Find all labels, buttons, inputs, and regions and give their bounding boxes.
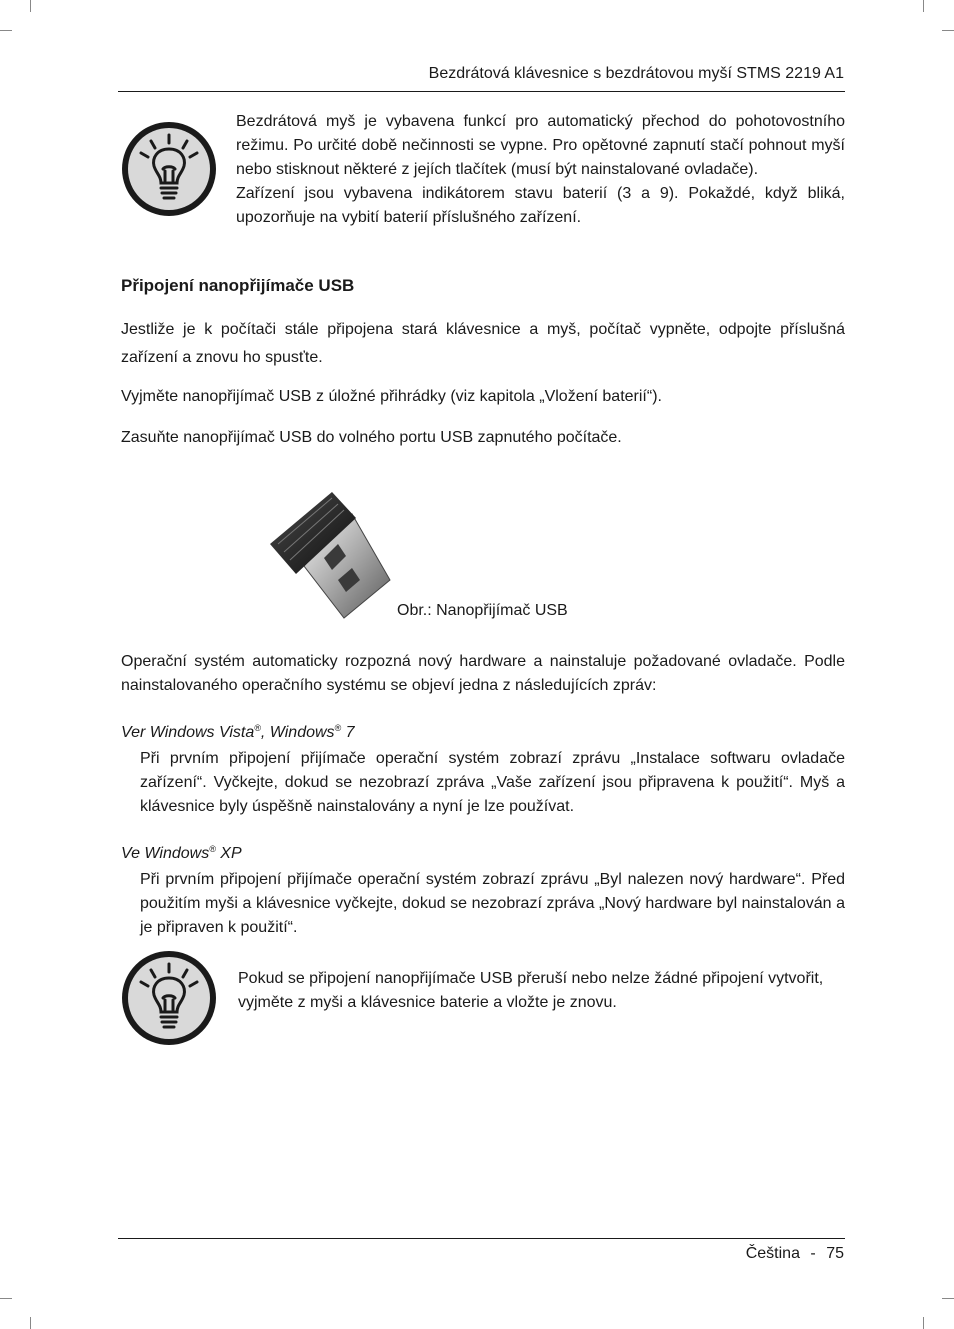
paragraph: Zasuňte nanopřijímač USB do volného portu USB zapnutého počítače. <box>121 429 622 446</box>
tip-text-block <box>236 110 845 230</box>
page-number: 75 <box>826 1245 844 1262</box>
paragraph: Vyjměte nanopřijímač USB z úložné přihrádky (viz kapitola „Vložení baterií“). <box>121 388 662 405</box>
crop-mark <box>30 1317 31 1329</box>
crop-mark <box>942 1298 954 1299</box>
footer-language: Čeština <box>745 1245 800 1262</box>
vista-heading <box>121 721 355 745</box>
tip-paragraph: Pokud se připojení nanopřijímače USB přeruší nebo nelze žádné připojení vytvořit, vyjměte z myši a klávesnice baterie a vložte je znovu. <box>238 970 824 1011</box>
lightbulb-icon <box>121 121 217 217</box>
crop-mark <box>923 1317 924 1329</box>
vista-heading-part: 7 <box>341 724 355 741</box>
vista-heading-part: Ver Windows Vista <box>121 724 255 741</box>
header-rule <box>118 91 845 92</box>
vista-text: Při prvním připojení přijímače operační systém zobrazí zprávu „Instalace softwaru ovladače zařízení“. Vyčkejte, dokud se nezobrazí zpráva „Vaše zařízení jsou připravena k použití“. Myš a klávesnice byly úspěšně nainstalovány a nyní je lze používat. <box>140 750 845 815</box>
footer-separator: - <box>810 1245 816 1262</box>
section-heading: Připojení nanopřijímače USB <box>121 276 355 295</box>
paragraph: Operační systém automaticky rozpozná nový hardware a nainstaluje požadované ovladače. Podle nainstalovaného operačního systému se objeví jedna z následujících zpráv: <box>121 653 845 694</box>
crop-mark <box>30 0 31 12</box>
footer-rule <box>118 1238 845 1239</box>
vista-heading-part: , Windows <box>260 724 335 741</box>
xp-heading-part: XP <box>215 845 242 862</box>
footer-page-label <box>746 1242 844 1266</box>
tip-paragraph: Zařízení jsou vybavena indikátorem stavu baterií (3 a 9). Pokaždé, když bliká, upozorňuje na vybití baterií příslušného zařízení. <box>236 185 845 226</box>
header-title: Bezdrátová klávesnice s bezdrátovou myší STMS 2219 A1 <box>428 65 844 82</box>
paragraph: Jestliže je k počítači stále připojena stará klávesnice a myš, počítač vypněte, odpojte příslušná zařízení a znovu ho spusťte. <box>121 321 845 366</box>
registered-mark: ® <box>254 723 261 733</box>
xp-text: Při prvním připojení přijímače operační systém zobrazí zprávu „Byl nalezen nový hardware“. Před použitím myši a klávesnice vyčkejte, dokud se nezobrazí zpráva „Nový hardware byl nainstalován a je připraven k použití“. <box>140 871 845 936</box>
xp-heading <box>121 842 242 866</box>
tip-paragraph: Bezdrátová myš je vybavena funkcí pro automatický přechod do pohotovostního režimu. Po určité době nečinnosti se vypne. Pro opětovné zapnutí stačí pohnout myší nebo stisknout některé z jejích tlačítek (musí být nainstalované ovladače). <box>236 113 845 178</box>
registered-mark: ® <box>209 844 216 854</box>
figure-caption: Obr.: Nanopřijímač USB <box>397 602 568 619</box>
crop-mark <box>923 0 924 12</box>
crop-mark <box>942 30 954 31</box>
xp-heading-part: Ve Windows <box>121 845 210 862</box>
registered-mark: ® <box>334 723 342 733</box>
usb-receiver-image <box>266 488 396 620</box>
lightbulb-icon <box>121 950 217 1046</box>
crop-mark <box>0 1298 12 1299</box>
crop-mark <box>0 30 12 31</box>
